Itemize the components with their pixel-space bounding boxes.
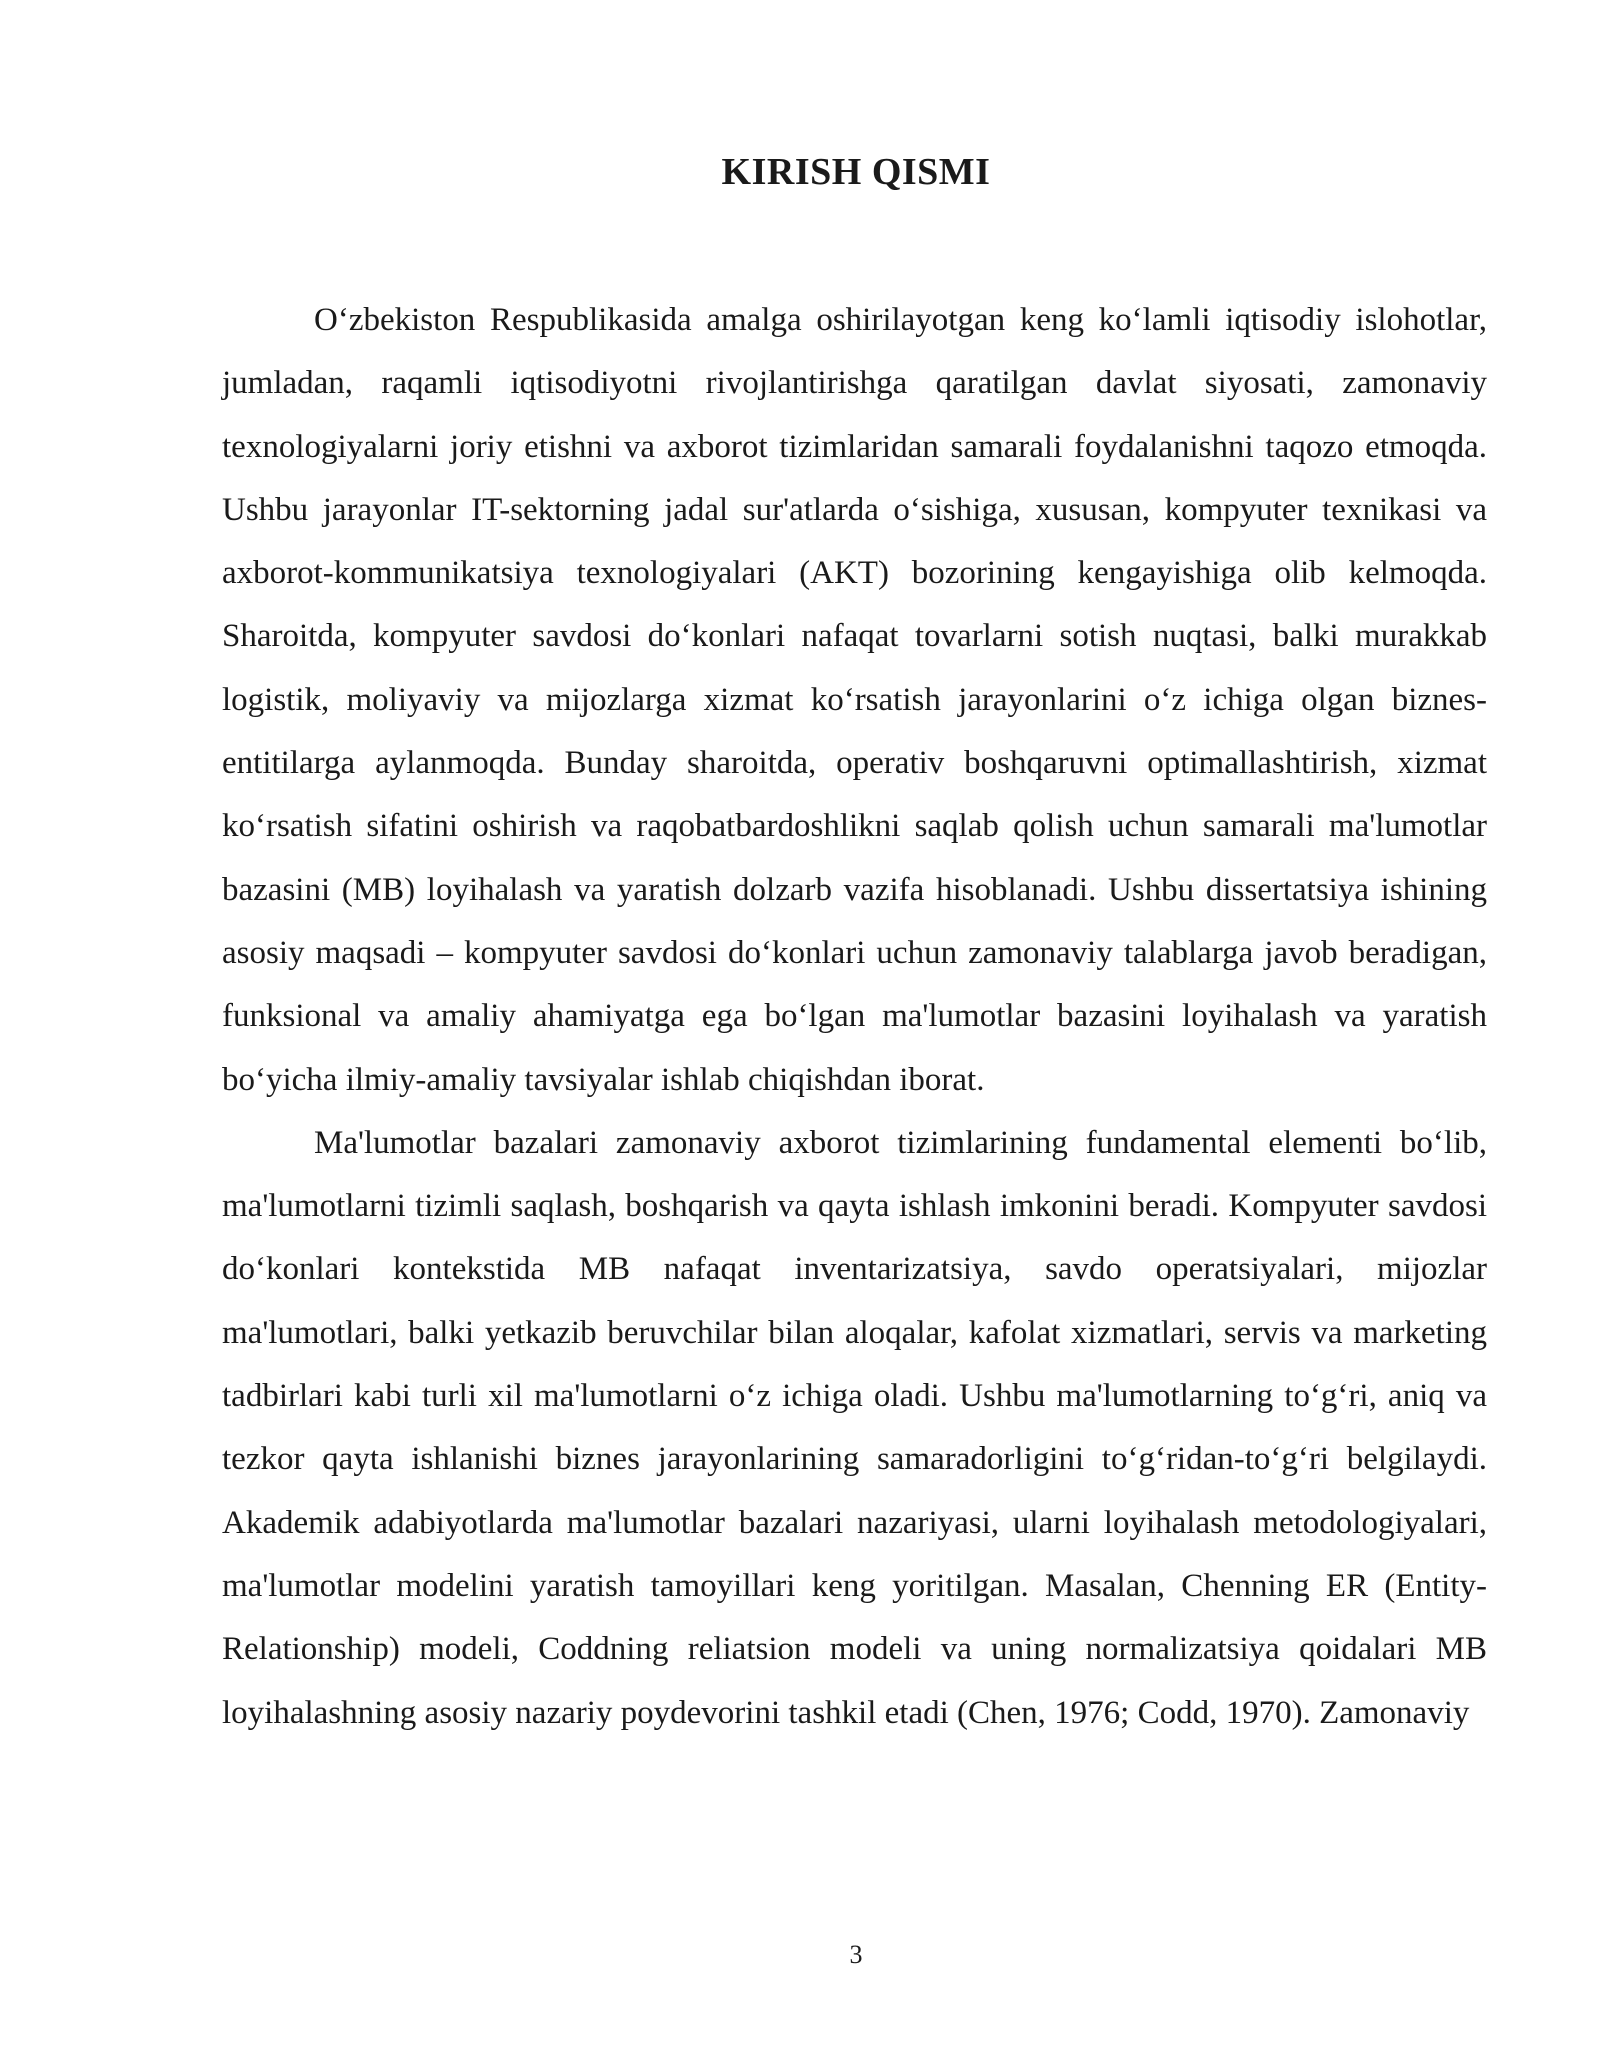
paragraph-intro: O‘zbekiston Respublikasida amalga oshirilayotgan keng ko‘lamli iqtisodiy islohotlar, jumladan, raqamli iqtisodiyotni rivojlantirishga qaratilgan davlat siyosati, zamonaviy texnologiyalarni joriy etishni va axborot tizimlaridan samarali foydalanishni taqozo etmoqda. Ushbu jarayonlar IT-sektorning jadal sur'atlarda o‘sishiga, xususan, kompyuter texnikasi va axborot-kommunikatsiya texnologiyalari (AKT) bozorining kengayishiga olib kelmoqda. Sharoitda, kompyuter savdosi do‘konlari nafaqat tovarlarni sotish nuqtasi, balki murakkab logistik, moliyaviy va mijozlarga xizmat ko‘rsatish jarayonlarini o‘z ichiga olgan biznes-entitilarga aylanmoqda. Bunday sharoitda, operativ boshqaruvni optimallashtirish, xizmat ko‘rsatish sifatini oshirish va raqobatbardoshlikni saqlab qolish uchun samarali ma'lumotlar bazasini (MB) loyihalash va yaratish dolzarb vazifa hisoblanadi. Ushbu dissertatsiya ishining asosiy maqsadi – kompyuter savdosi do‘konlari uchun zamonaviy talablarga javob beradigan, funksional va amaliy ahamiyatga ega bo‘lgan ma'lumotlar bazasini loyihalash va yaratish bo‘yicha ilmiy-amaliy tavsiyalar ishlab chiqishdan iborat. [222,302,1487,1098]
page-number: 3 [849,1940,863,1969]
body-text [222,289,1487,1745]
page-title: KIRISH QISMI [721,151,991,193]
paragraph-databases: Ma'lumotlar bazalari zamonaviy axborot tizimlarining fundamental elementi bo‘lib, ma'lumotlarni tizimli saqlash, boshqarish va qayta ishlash imkonini beradi. Kompyuter savdosi do‘konlari kontekstida MB nafaqat inventarizatsiya, savdo operatsiyalari, mijozlar ma'lumotlari, balki yetkazib beruvchilar bilan aloqalar, kafolat xizmatlari, servis va marketing tadbirlari kabi turli xil ma'lumotlarni o‘z ichiga oladi. Ushbu ma'lumotlarning to‘g‘ri, aniq va tezkor qayta ishlanishi biznes jarayonlarining samaradorligini to‘g‘ridan-to‘g‘ri belgilaydi. Akademik adabiyotlarda ma'lumotlar bazalari nazariyasi, ularni loyihalash metodologiyalari, ma'lumotlar modelini yaratish tamoyillari keng yoritilgan. Masalan, Chenning ER (Entity-Relationship) modeli, Coddning reliatsion modeli va uning normalizatsiya qoidalari MB loyihalashning asosiy nazariy poydevorini tashkil etadi (Chen, 1976; Codd, 1970). Zamonaviy [222,1124,1487,1731]
